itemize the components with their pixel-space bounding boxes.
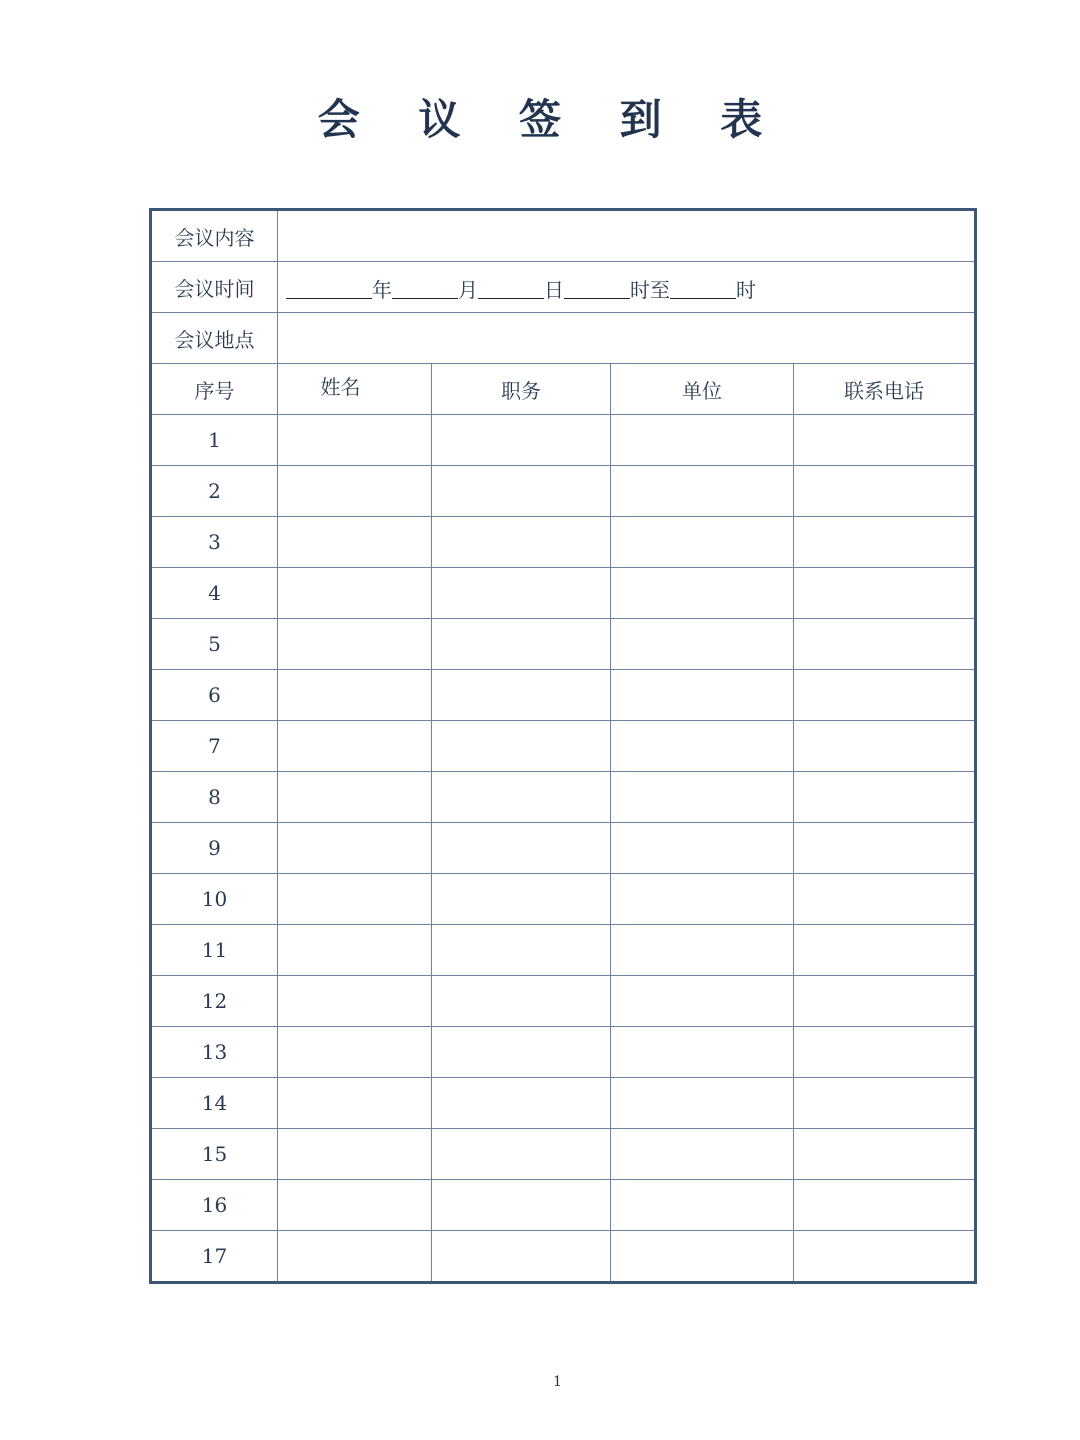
table-row xyxy=(151,925,976,976)
phone-cell[interactable] xyxy=(794,772,976,823)
phone-cell[interactable] xyxy=(794,874,976,925)
row-index: 1 xyxy=(151,415,278,466)
unit-cell[interactable] xyxy=(611,415,794,466)
position-cell[interactable] xyxy=(432,1180,611,1231)
name-cell[interactable] xyxy=(278,823,432,874)
unit-cell[interactable] xyxy=(611,721,794,772)
name-cell[interactable] xyxy=(278,415,432,466)
name-cell[interactable] xyxy=(278,976,432,1027)
meeting-time-field[interactable] xyxy=(278,262,976,313)
unit-cell[interactable] xyxy=(611,670,794,721)
table-row xyxy=(151,823,976,874)
table-row xyxy=(151,976,976,1027)
phone-cell[interactable] xyxy=(794,517,976,568)
name-cell[interactable] xyxy=(278,874,432,925)
meeting-content-field[interactable] xyxy=(278,210,976,262)
name-cell[interactable] xyxy=(278,1078,432,1129)
meeting-place-row xyxy=(151,313,976,364)
start-hour-blank[interactable] xyxy=(564,280,630,299)
phone-cell[interactable] xyxy=(794,823,976,874)
table-row xyxy=(151,1027,976,1078)
column-header-name-text: 姓名 xyxy=(320,374,361,399)
row-index: 7 xyxy=(151,721,278,772)
column-header-index: 序号 xyxy=(151,364,278,415)
unit-cell[interactable] xyxy=(611,1078,794,1129)
position-cell[interactable] xyxy=(432,925,611,976)
phone-cell[interactable] xyxy=(794,568,976,619)
day-unit: 日 xyxy=(544,278,564,302)
table-row xyxy=(151,415,976,466)
meeting-content-label: 会议内容 xyxy=(151,210,278,262)
name-cell[interactable] xyxy=(278,568,432,619)
table-row xyxy=(151,1180,976,1231)
table-row xyxy=(151,1129,976,1180)
table-row xyxy=(151,619,976,670)
meeting-place-label: 会议地点 xyxy=(151,313,278,364)
unit-cell[interactable] xyxy=(611,1027,794,1078)
column-header-phone: 联系电话 xyxy=(794,364,976,415)
position-cell[interactable] xyxy=(432,670,611,721)
name-cell[interactable] xyxy=(278,1027,432,1078)
row-index: 3 xyxy=(151,517,278,568)
phone-cell[interactable] xyxy=(794,670,976,721)
name-cell[interactable] xyxy=(278,721,432,772)
year-blank[interactable] xyxy=(286,280,372,299)
column-header-unit: 单位 xyxy=(611,364,794,415)
meeting-time-blanks xyxy=(278,271,974,303)
hour-unit: 时 xyxy=(736,278,756,302)
meeting-time-row xyxy=(151,262,976,313)
meeting-content-row xyxy=(151,210,976,262)
position-cell[interactable] xyxy=(432,874,611,925)
table-row xyxy=(151,772,976,823)
unit-cell[interactable] xyxy=(611,517,794,568)
position-cell[interactable] xyxy=(432,772,611,823)
name-cell[interactable] xyxy=(278,925,432,976)
table-row xyxy=(151,1078,976,1129)
name-cell[interactable] xyxy=(278,1180,432,1231)
row-index: 4 xyxy=(151,568,278,619)
position-cell[interactable] xyxy=(432,823,611,874)
row-index: 15 xyxy=(151,1129,278,1180)
table-row xyxy=(151,517,976,568)
unit-cell[interactable] xyxy=(611,619,794,670)
row-index: 9 xyxy=(151,823,278,874)
hour-to-unit: 时至 xyxy=(630,278,670,302)
position-cell[interactable] xyxy=(432,1027,611,1078)
table-row xyxy=(151,568,976,619)
position-cell[interactable] xyxy=(432,1078,611,1129)
sign-in-table xyxy=(149,208,977,1284)
unit-cell[interactable] xyxy=(611,1231,794,1283)
phone-cell[interactable] xyxy=(794,1180,976,1231)
position-cell[interactable] xyxy=(432,721,611,772)
row-index: 16 xyxy=(151,1180,278,1231)
month-unit: 月 xyxy=(458,278,478,302)
position-cell[interactable] xyxy=(432,415,611,466)
meeting-time-label: 会议时间 xyxy=(151,262,278,313)
position-cell[interactable] xyxy=(432,568,611,619)
table-row xyxy=(151,466,976,517)
phone-cell[interactable] xyxy=(794,415,976,466)
position-cell[interactable] xyxy=(432,1231,611,1283)
row-index: 11 xyxy=(151,925,278,976)
row-index: 2 xyxy=(151,466,278,517)
name-cell[interactable] xyxy=(278,1231,432,1283)
row-index: 13 xyxy=(151,1027,278,1078)
row-index: 5 xyxy=(151,619,278,670)
end-hour-blank[interactable] xyxy=(670,280,736,299)
table-row xyxy=(151,874,976,925)
phone-cell[interactable] xyxy=(794,721,976,772)
meeting-place-field[interactable] xyxy=(278,313,976,364)
row-index: 6 xyxy=(151,670,278,721)
unit-cell[interactable] xyxy=(611,823,794,874)
position-cell[interactable] xyxy=(432,976,611,1027)
unit-cell[interactable] xyxy=(611,466,794,517)
day-blank[interactable] xyxy=(478,280,544,299)
name-cell[interactable] xyxy=(278,466,432,517)
position-cell[interactable] xyxy=(432,517,611,568)
year-unit: 年 xyxy=(372,278,392,302)
table-row xyxy=(151,670,976,721)
name-cell[interactable] xyxy=(278,1129,432,1180)
row-index: 10 xyxy=(151,874,278,925)
page-title: 会 议 签 到 表 xyxy=(317,95,785,144)
phone-cell[interactable] xyxy=(794,1129,976,1180)
phone-cell[interactable] xyxy=(794,619,976,670)
column-header-name xyxy=(278,364,432,415)
unit-cell[interactable] xyxy=(611,874,794,925)
name-cell[interactable] xyxy=(278,619,432,670)
phone-cell[interactable] xyxy=(794,466,976,517)
table-row xyxy=(151,721,976,772)
column-header-row xyxy=(151,364,976,415)
page-number: 1 xyxy=(553,1374,562,1390)
position-cell[interactable] xyxy=(432,619,611,670)
phone-cell[interactable] xyxy=(794,1027,976,1078)
unit-cell[interactable] xyxy=(611,772,794,823)
row-index: 8 xyxy=(151,772,278,823)
table-row xyxy=(151,1231,976,1283)
unit-cell[interactable] xyxy=(611,1180,794,1231)
unit-cell[interactable] xyxy=(611,568,794,619)
position-cell[interactable] xyxy=(432,1129,611,1180)
row-index: 12 xyxy=(151,976,278,1027)
month-blank[interactable] xyxy=(392,280,458,299)
name-cell[interactable] xyxy=(278,517,432,568)
column-header-position: 职务 xyxy=(432,364,611,415)
row-index: 14 xyxy=(151,1078,278,1129)
position-cell[interactable] xyxy=(432,466,611,517)
phone-cell[interactable] xyxy=(794,1078,976,1129)
phone-cell[interactable] xyxy=(794,976,976,1027)
unit-cell[interactable] xyxy=(611,925,794,976)
phone-cell[interactable] xyxy=(794,1231,976,1283)
name-cell[interactable] xyxy=(278,772,432,823)
unit-cell[interactable] xyxy=(611,976,794,1027)
row-index: 17 xyxy=(151,1231,278,1283)
name-cell[interactable] xyxy=(278,670,432,721)
phone-cell[interactable] xyxy=(794,925,976,976)
unit-cell[interactable] xyxy=(611,1129,794,1180)
